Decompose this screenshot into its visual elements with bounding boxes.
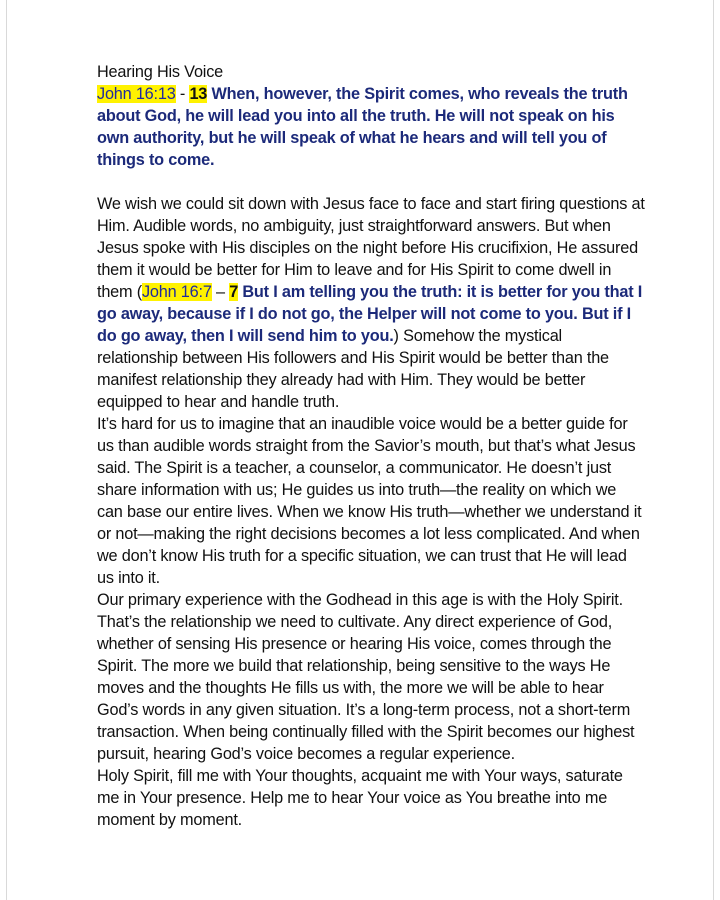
- document-title: Hearing His Voice: [97, 63, 224, 81]
- inline-reference-separator: –: [211, 283, 230, 301]
- verse-number: 13: [189, 85, 208, 103]
- paragraph-1-intro: We wish we could sit down with Jesus face to face and start firing questions at Him. Audible words, no ambiguity, just straightforward answers. But when Jesus spoke with His disciples on the night before His crucifixion, He assured them it would be better for Him to leave and for His Spirit to come dwell in them (: [97, 195, 645, 301]
- reference-separator: -: [175, 85, 190, 103]
- paragraph-spacer: [97, 171, 645, 193]
- paragraph-2: It’s hard for us to imagine that an inaudible voice would be a better guide for us than audible words straight from the Savior’s mouth, but that’s what Jesus said. The Spirit is a teacher, a counselor, a communicator. He doesn’t just share information with us; He guides us into truth—the reality on which we can base our entire lives. When we know His truth—whether we understand it or not—making the right decisions becomes a lot less complicated. And when we don’t know His truth for a specific situation, we can trust that He will lead us into it.: [97, 415, 642, 587]
- document-content: [97, 61, 645, 831]
- inline-verse-reference-link[interactable]: John 16:7: [141, 283, 212, 301]
- verse-text: When, however, the Spirit comes, who reveals the truth about God, he will lead you into all the truth. He will not speak on his own authority, but he will speak of what he hears and will tell you of things to come.: [97, 85, 628, 169]
- paragraph-3: Our primary experience with the Godhead in this age is with the Holy Spirit. That’s the relationship we need to cultivate. Any direct experience of God, whether of sensing His presence or hearing His voice, comes through the Spirit. The more we build that relationship, being sensitive to the ways He moves and the thoughts He fills us with, the more we will be able to hear God’s words in any given situation. It’s a long-term process, not a short-term transaction. When being continually filled with the Spirit becomes our highest pursuit, hearing God’s voice becomes a regular experience.: [97, 591, 635, 763]
- paragraph-1: [97, 193, 645, 413]
- opening-verse: [97, 83, 645, 171]
- verse-reference-link[interactable]: John 16:13: [97, 85, 176, 103]
- document-page: [6, 0, 714, 900]
- inline-verse-number: 7: [229, 283, 239, 301]
- inline-verse-text: But I am telling you the truth: it is better for you that I go away, because if I do not go, the Helper will not come to you. But if I do go away, then I will send him to you.: [97, 283, 643, 345]
- closing-prayer: Holy Spirit, fill me with Your thoughts, acquaint me with Your ways, saturate me in Your presence. Help me to hear Your voice as You breathe into me moment by moment.: [97, 767, 623, 829]
- paragraph-1-continuation: ) Somehow the mystical relationship between His followers and His Spirit would be better than the manifest relationship they already had with Him. They would be better equipped to hear and handle truth.: [97, 327, 609, 411]
